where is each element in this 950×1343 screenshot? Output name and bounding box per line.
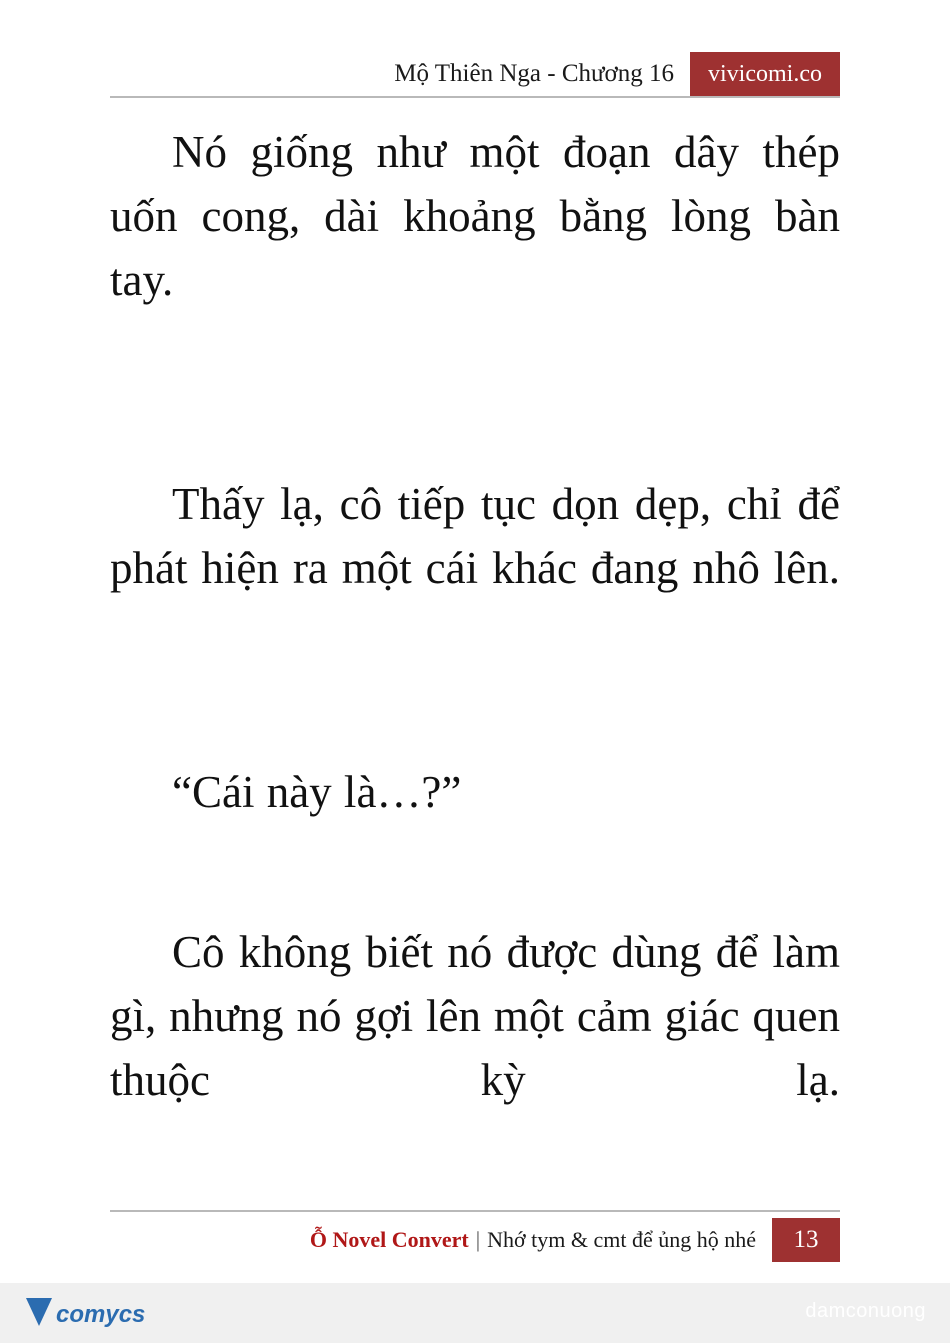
watermark-label: damconuong [805, 1300, 926, 1322]
paragraph: Nó giống như một đoạn dây thép uốn cong, dài khoảng bằng lòng bàn tay. [110, 127, 840, 305]
page-number-badge: 13 [772, 1218, 840, 1262]
page-footer [110, 1218, 840, 1262]
paragraph: Thấy lạ, cô tiếp tục dọn dẹp, chỉ để phát hiện ra một cái khác đang nhô lên. [110, 479, 840, 593]
footer-divider [110, 1210, 840, 1212]
vcomycs-logo[interactable] [22, 1292, 162, 1336]
paragraph-spacer [110, 436, 840, 472]
paragraph: Cô không biết nó được dùng để làm gì, nhưng nó gợi lên một cảm giác quen thuộc kỳ lạ. [110, 927, 840, 1105]
footer-credit [310, 1218, 772, 1262]
footer-note-label: Nhớ tym & cmt để ủng hộ nhé [487, 1227, 756, 1252]
footer-brand-label: Ỗ Novel Convert [309, 1227, 469, 1252]
footer-separator: | [475, 1227, 481, 1252]
page-header [110, 52, 840, 96]
chapter-content [110, 120, 840, 1236]
paragraph-dialogue: “Cái này là…?” [172, 767, 462, 817]
header-chapter-title: Mộ Thiên Nga - Chương 16 [394, 60, 675, 87]
paragraph-spacer [110, 724, 840, 760]
paragraph-spacer [110, 884, 840, 920]
svg-text:comycs: comycs [56, 1301, 146, 1328]
header-divider [110, 96, 840, 98]
site-badge[interactable]: vivicomi.co [690, 52, 840, 96]
